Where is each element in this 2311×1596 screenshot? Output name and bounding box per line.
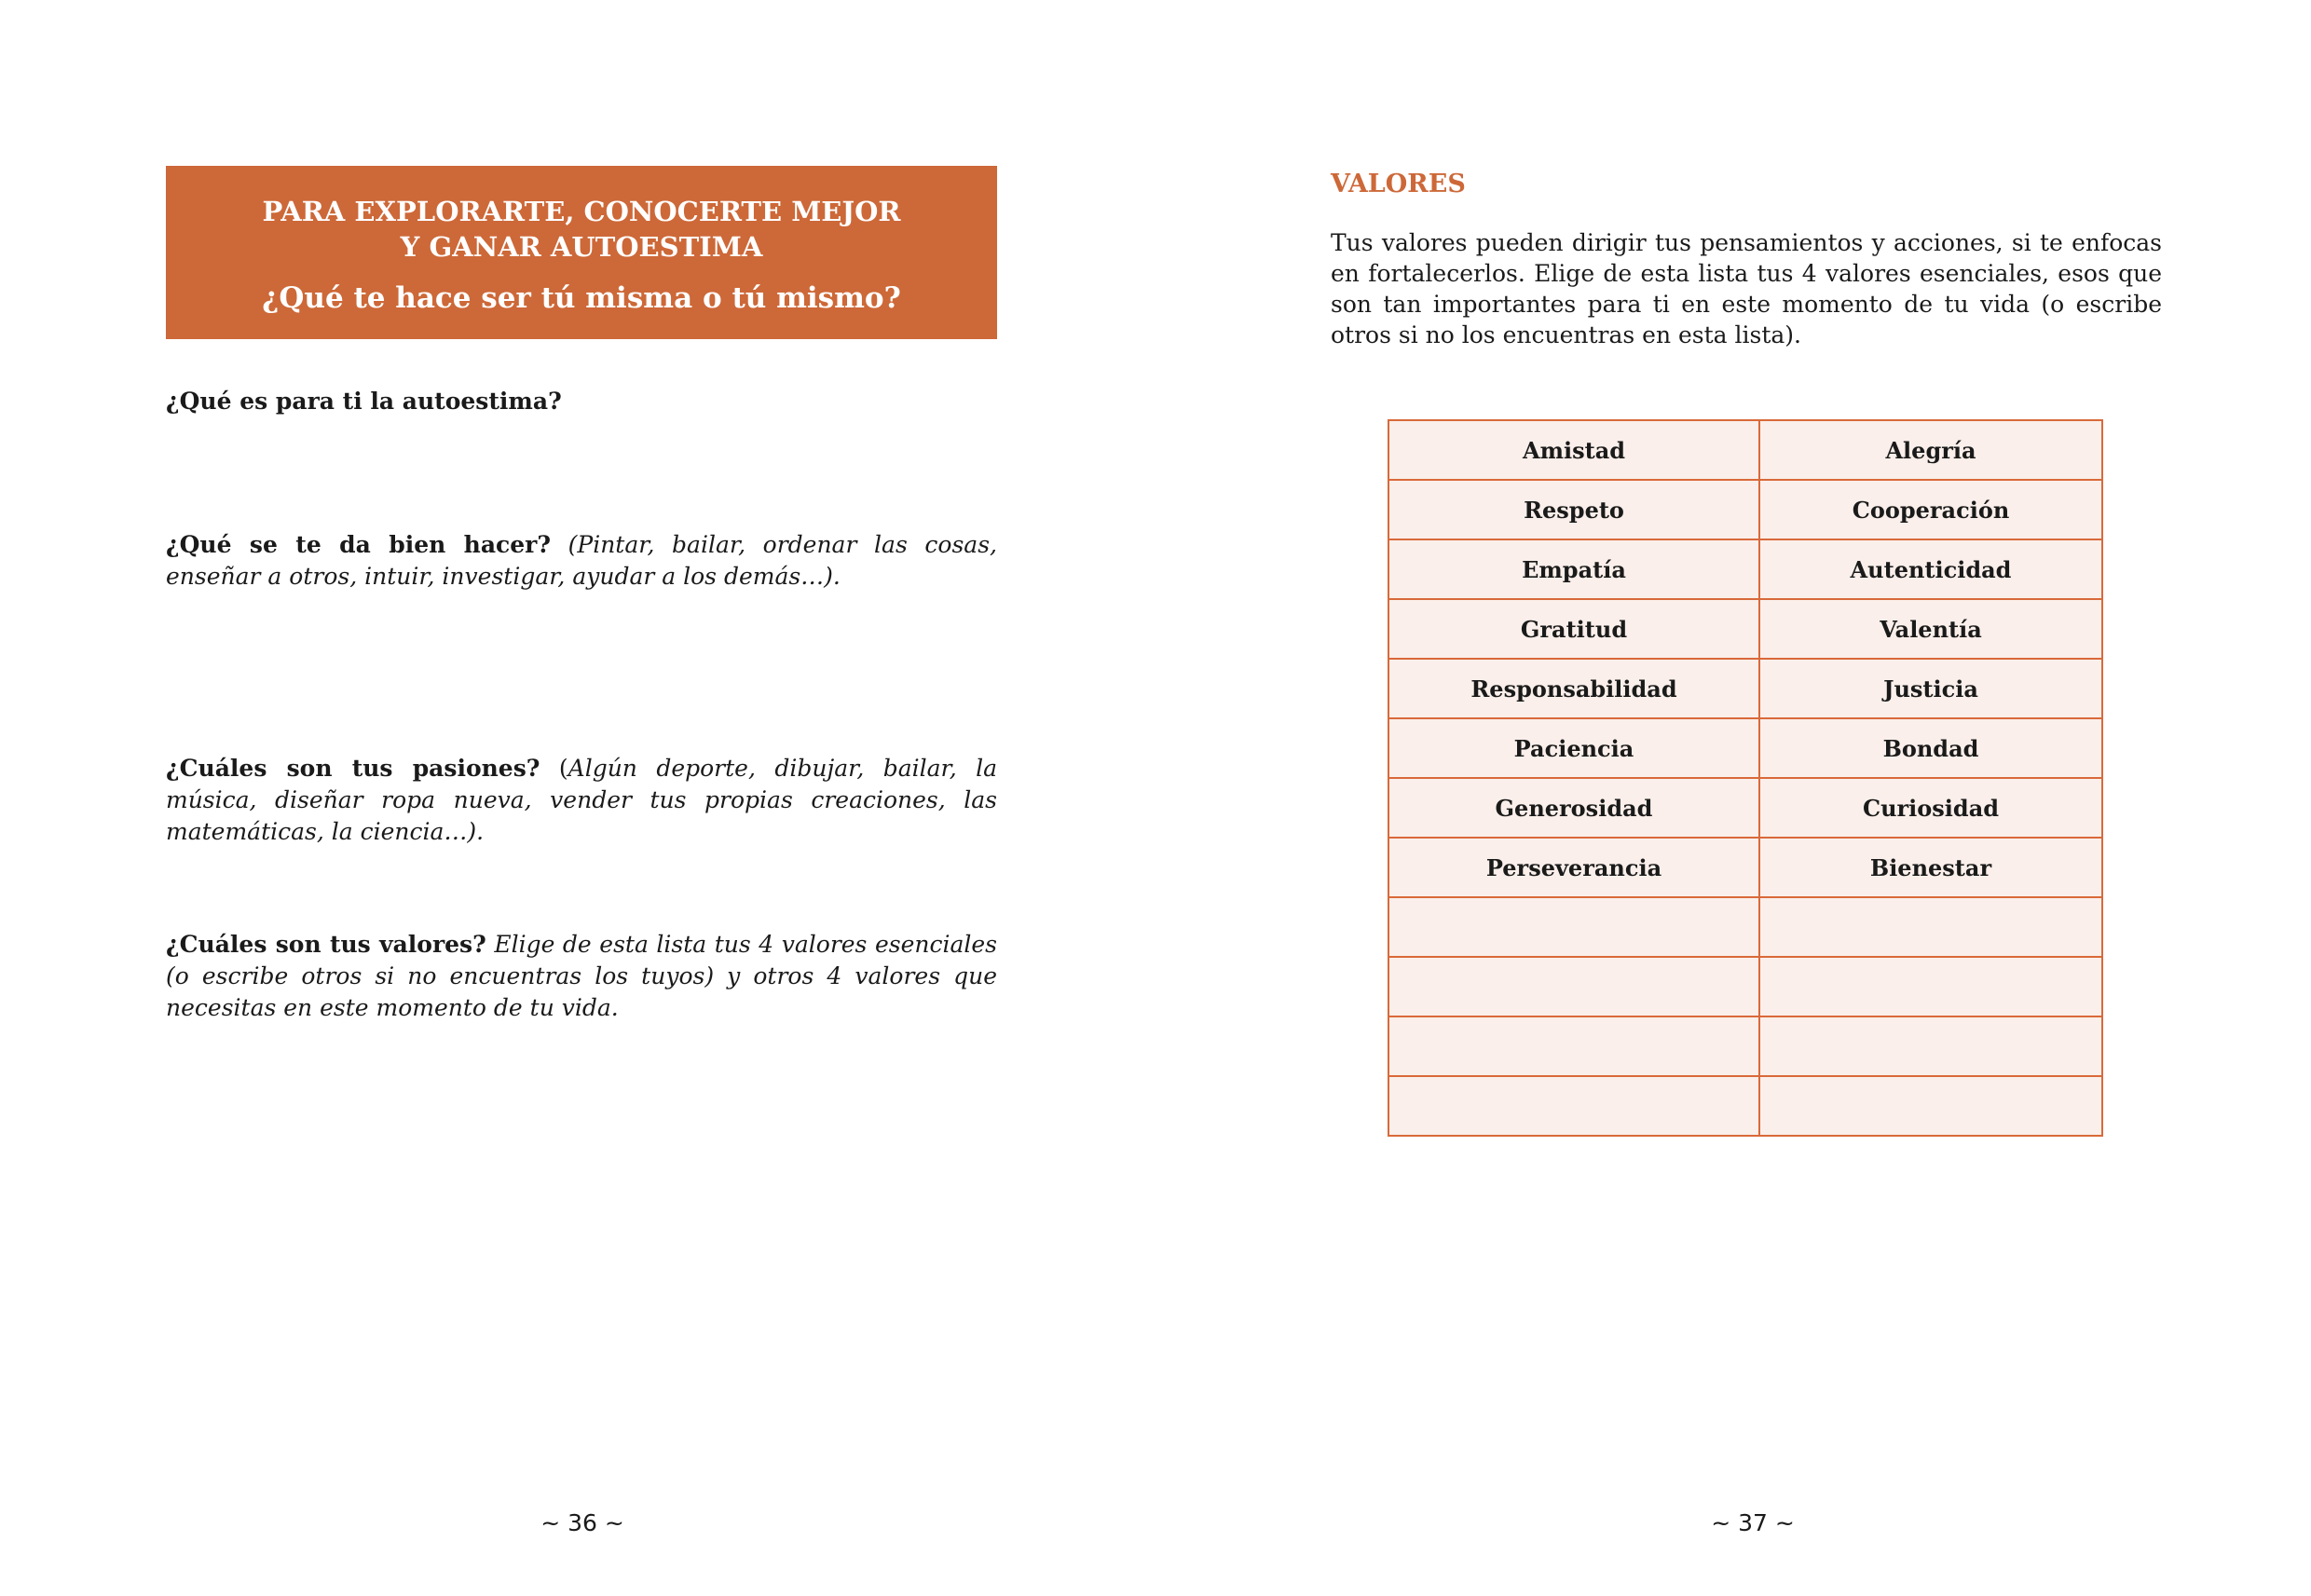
value-cell: Alegría <box>1759 420 2102 480</box>
value-cell: Amistad <box>1388 420 1759 480</box>
table-row <box>1388 539 2102 599</box>
banner-title-line2: Y GANAR AUTOESTIMA <box>400 231 763 263</box>
question-text: ¿Cuáles son tus valores? <box>166 931 486 958</box>
question-text: ¿Qué se te da bien hacer? <box>166 531 551 558</box>
section-banner <box>166 166 997 339</box>
value-cell: Paciencia <box>1388 718 1759 778</box>
intro-paragraph: Tus valores pueden dirigir tus pensamientos y acciones, si te enfocas en fortalecerlos. Elige de esta lista tus 4 valores esenciales, esos que son tan importantes para ti en este momento de tu vida (o escribe otros si no los encuentras en esta lista). <box>1331 229 2162 348</box>
value-cell: Autenticidad <box>1759 539 2102 599</box>
empty-value-cell[interactable] <box>1388 1076 1759 1136</box>
question-pasiones <box>166 753 997 848</box>
value-cell: Generosidad <box>1388 778 1759 838</box>
table-row <box>1388 957 2102 1016</box>
empty-value-cell[interactable] <box>1759 957 2102 1016</box>
question-valores <box>166 929 997 1024</box>
value-cell: Bondad <box>1759 718 2102 778</box>
value-cell: Cooperación <box>1759 480 2102 539</box>
table-row <box>1388 778 2102 838</box>
question-text: ¿Cuáles son tus pasiones? <box>166 755 540 782</box>
empty-value-cell[interactable] <box>1759 1076 2102 1136</box>
empty-value-cell[interactable] <box>1759 897 2102 957</box>
value-cell: Justicia <box>1759 659 2102 718</box>
banner-title-line1: PARA EXPLORARTE, CONOCERTE MEJOR <box>262 196 901 227</box>
table-row <box>1388 480 2102 539</box>
page-number-right: ~ 37 ~ <box>1711 1509 1795 1536</box>
table-row <box>1388 897 2102 957</box>
table-row <box>1388 599 2102 659</box>
table-row <box>1388 1076 2102 1136</box>
empty-value-cell[interactable] <box>1388 957 1759 1016</box>
question-hint: Elige de esta lista tus 4 valores esenciales (o escribe otros si no encuentras los tuyos) y otros 4 valores que necesitas en este momento de tu vida. <box>166 931 997 1021</box>
question-bien-hacer <box>166 529 997 593</box>
page-number-left: ~ 36 ~ <box>540 1509 624 1536</box>
value-cell: Gratitud <box>1388 599 1759 659</box>
question-autoestima <box>166 386 997 417</box>
right-page <box>1156 0 2311 1596</box>
value-cell: Perseverancia <box>1388 838 1759 897</box>
table-row <box>1388 838 2102 897</box>
value-cell: Curiosidad <box>1759 778 2102 838</box>
section-title: VALORES <box>1331 170 1466 198</box>
question-hint: Algún deporte, dibujar, bailar, la música, diseñar ropa nueva, vender tus propias creaciones, las matemáticas, la ciencia…). <box>166 755 997 845</box>
banner-subtitle: ¿Qué te hace ser tú misma o tú mismo? <box>262 281 901 315</box>
table-row <box>1388 718 2102 778</box>
empty-value-cell[interactable] <box>1759 1016 2102 1076</box>
table-row <box>1388 1016 2102 1076</box>
values-table <box>1388 419 2103 1137</box>
question-hint: (Pintar, bailar, ordenar las cosas, enseñar a otros, intuir, investigar, ayudar a los demás…). <box>166 531 997 590</box>
empty-value-cell[interactable] <box>1388 897 1759 957</box>
value-cell: Respeto <box>1388 480 1759 539</box>
empty-value-cell[interactable] <box>1388 1016 1759 1076</box>
table-row <box>1388 420 2102 480</box>
question-hint-paren: ( <box>558 755 568 782</box>
value-cell: Valentía <box>1759 599 2102 659</box>
table-row <box>1388 659 2102 718</box>
value-cell: Empatía <box>1388 539 1759 599</box>
value-cell: Responsabilidad <box>1388 659 1759 718</box>
value-cell: Bienestar <box>1759 838 2102 897</box>
question-text: ¿Qué es para ti la autoestima? <box>166 388 562 415</box>
